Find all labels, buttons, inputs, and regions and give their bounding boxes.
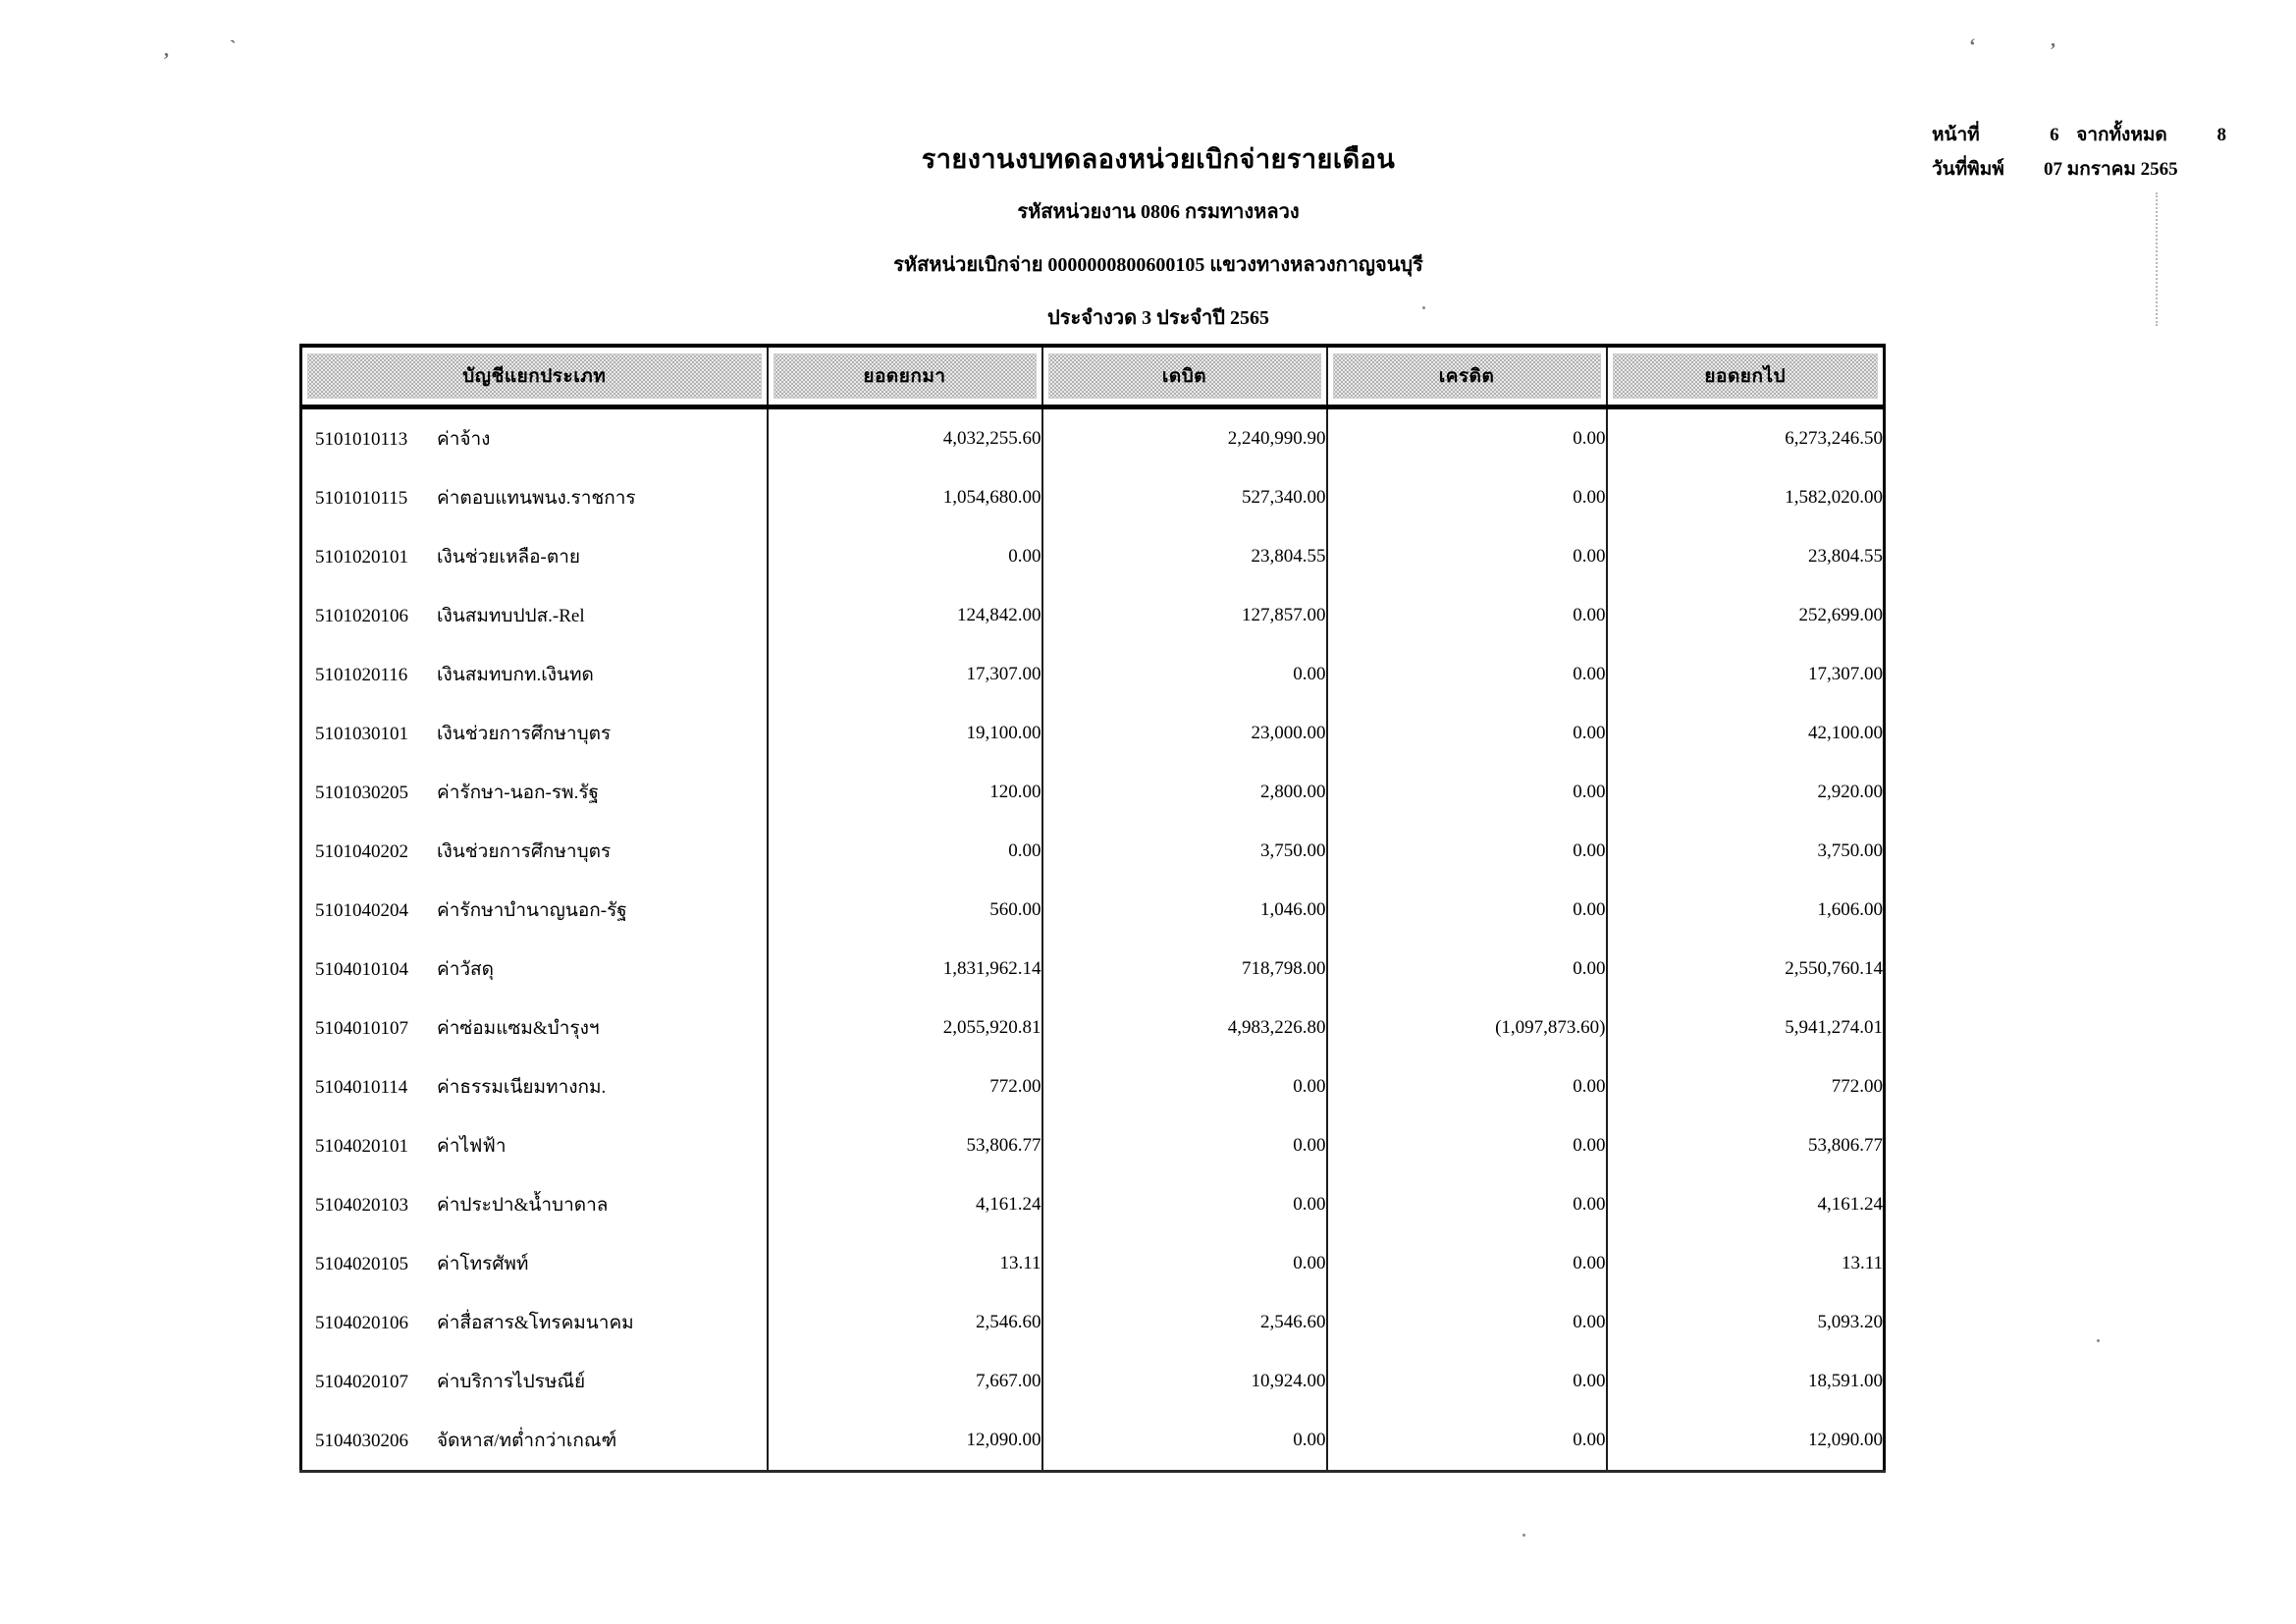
page-label: หน้าที่ bbox=[1932, 125, 1980, 145]
print-date: 07 มกราคม 2565 bbox=[2044, 159, 2178, 180]
brought-forward-value: 120.00 bbox=[768, 763, 1042, 822]
credit-value: 0.00 bbox=[1327, 1116, 1607, 1175]
period-line: ประจำงวด 3 ประจำปี 2565 bbox=[1047, 307, 1269, 329]
carried-forward-value: 18,591.00 bbox=[1607, 1352, 1885, 1411]
table-row bbox=[301, 586, 1885, 645]
account-name: เงินช่วยการศึกษาบุตร bbox=[437, 841, 612, 862]
debit-value: 0.00 bbox=[1042, 1116, 1327, 1175]
account-code: 5104020105 bbox=[315, 1254, 408, 1274]
account-cell bbox=[301, 527, 768, 586]
table-row bbox=[301, 407, 1885, 469]
debit-value: 0.00 bbox=[1042, 645, 1327, 704]
account-cell bbox=[301, 1116, 768, 1175]
table-row bbox=[301, 1411, 1885, 1472]
credit-value: 0.00 bbox=[1327, 586, 1607, 645]
carried-forward-value: 3,750.00 bbox=[1607, 822, 1885, 881]
table-row bbox=[301, 1116, 1885, 1175]
account-cell bbox=[301, 586, 768, 645]
account-code: 5104020107 bbox=[315, 1372, 408, 1392]
brought-forward-value: 0.00 bbox=[768, 822, 1042, 881]
account-name: ค่าโทรศัพท์ bbox=[437, 1254, 529, 1274]
credit-value: 0.00 bbox=[1327, 1175, 1607, 1234]
account-code: 5104010107 bbox=[315, 1018, 408, 1039]
col-header-carried-forward-label: ยอดยกไป bbox=[1613, 353, 1879, 399]
col-header-brought-forward bbox=[768, 346, 1042, 407]
debit-value: 2,800.00 bbox=[1042, 763, 1327, 822]
credit-value: (1,097,873.60) bbox=[1327, 999, 1607, 1057]
scan-speckle bbox=[1522, 1534, 1525, 1537]
account-cell bbox=[301, 468, 768, 527]
col-header-carried-forward bbox=[1607, 346, 1885, 407]
account-code: 5101010113 bbox=[315, 429, 408, 450]
table-row bbox=[301, 999, 1885, 1057]
credit-value: 0.00 bbox=[1327, 1352, 1607, 1411]
scan-artifact-mark: ` bbox=[230, 37, 237, 59]
account-code: 5101030205 bbox=[315, 783, 408, 803]
account-cell bbox=[301, 645, 768, 704]
brought-forward-value: 4,032,255.60 bbox=[768, 407, 1042, 469]
page-number-row bbox=[1932, 126, 2226, 144]
agency-code-line: รหัสหน่วยงาน 0806 กรมทางหลวง bbox=[1017, 201, 1300, 223]
brought-forward-value: 53,806.77 bbox=[768, 1116, 1042, 1175]
table-row bbox=[301, 1057, 1885, 1116]
disbursement-unit-line: รหัสหน่วยเบิกจ่าย 0000000800600105 แขวงทางหลวงกาญจนบุรี bbox=[893, 254, 1423, 276]
brought-forward-value: 12,090.00 bbox=[768, 1411, 1042, 1472]
account-name: เงินสมทบปปส.-Rel bbox=[437, 606, 585, 626]
brought-forward-value: 1,054,680.00 bbox=[768, 468, 1042, 527]
account-code: 5104020101 bbox=[315, 1136, 408, 1157]
credit-value: 0.00 bbox=[1327, 645, 1607, 704]
debit-value: 3,750.00 bbox=[1042, 822, 1327, 881]
account-cell bbox=[301, 999, 768, 1057]
account-cell bbox=[301, 704, 768, 763]
account-code: 5101010115 bbox=[315, 488, 408, 509]
carried-forward-value: 13.11 bbox=[1607, 1234, 1885, 1293]
brought-forward-value: 2,055,920.81 bbox=[768, 999, 1042, 1057]
account-name: เงินสมทบกท.เงินทด bbox=[437, 665, 594, 685]
credit-value: 0.00 bbox=[1327, 704, 1607, 763]
carried-forward-value: 53,806.77 bbox=[1607, 1116, 1885, 1175]
account-code: 5101020106 bbox=[315, 606, 408, 626]
table-row bbox=[301, 704, 1885, 763]
page-number: 6 bbox=[2050, 125, 2059, 145]
report-title: รายงานงบทดลองหน่วยเบิกจ่ายรายเดือน bbox=[921, 144, 1396, 174]
debit-value: 2,240,990.90 bbox=[1042, 407, 1327, 469]
scan-speckle bbox=[2097, 1339, 2100, 1342]
total-pages: 8 bbox=[2216, 125, 2226, 145]
account-code: 5104010114 bbox=[315, 1077, 408, 1098]
col-header-credit-label: เครดิต bbox=[1333, 353, 1601, 399]
credit-value: 0.00 bbox=[1327, 1411, 1607, 1472]
table-row bbox=[301, 881, 1885, 940]
table-row bbox=[301, 1293, 1885, 1352]
account-code: 5104020103 bbox=[315, 1195, 408, 1216]
table-row bbox=[301, 822, 1885, 881]
account-code: 5104020106 bbox=[315, 1313, 408, 1333]
brought-forward-value: 7,667.00 bbox=[768, 1352, 1042, 1411]
carried-forward-value: 5,093.20 bbox=[1607, 1293, 1885, 1352]
brought-forward-value: 13.11 bbox=[768, 1234, 1042, 1293]
account-cell bbox=[301, 1352, 768, 1411]
credit-value: 0.00 bbox=[1327, 527, 1607, 586]
table-row bbox=[301, 1234, 1885, 1293]
carried-forward-value: 17,307.00 bbox=[1607, 645, 1885, 704]
account-cell bbox=[301, 940, 768, 999]
account-cell bbox=[301, 881, 768, 940]
brought-forward-value: 772.00 bbox=[768, 1057, 1042, 1116]
debit-value: 0.00 bbox=[1042, 1411, 1327, 1472]
account-name: เงินช่วยเหลือ-ตาย bbox=[437, 547, 580, 568]
col-header-account bbox=[301, 346, 768, 407]
report-header bbox=[550, 137, 1767, 333]
debit-value: 718,798.00 bbox=[1042, 940, 1327, 999]
table-header bbox=[301, 346, 1885, 407]
debit-value: 527,340.00 bbox=[1042, 468, 1327, 527]
table-row bbox=[301, 1352, 1885, 1411]
scan-artifact-mark: ’ bbox=[2050, 39, 2056, 61]
trial-balance-table bbox=[299, 344, 1886, 1473]
brought-forward-value: 17,307.00 bbox=[768, 645, 1042, 704]
account-cell bbox=[301, 407, 768, 469]
table-row bbox=[301, 645, 1885, 704]
account-cell bbox=[301, 1293, 768, 1352]
account-name: ค่าบริการไปรษณีย์ bbox=[437, 1372, 586, 1392]
credit-value: 0.00 bbox=[1327, 763, 1607, 822]
brought-forward-value: 4,161.24 bbox=[768, 1175, 1042, 1234]
scan-artifact-mark: ‘ bbox=[1969, 35, 1976, 57]
page-meta bbox=[1932, 126, 2226, 194]
debit-value: 0.00 bbox=[1042, 1057, 1327, 1116]
table-body bbox=[301, 407, 1885, 1472]
print-date-label: วันที่พิมพ์ bbox=[1932, 159, 2004, 180]
account-name: ค่าตอบแทนพนง.ราชการ bbox=[437, 488, 636, 509]
account-cell bbox=[301, 1175, 768, 1234]
carried-forward-value: 4,161.24 bbox=[1607, 1175, 1885, 1234]
debit-value: 23,804.55 bbox=[1042, 527, 1327, 586]
scan-artifact-mark: , bbox=[164, 39, 169, 61]
brought-forward-value: 0.00 bbox=[768, 527, 1042, 586]
carried-forward-value: 1,606.00 bbox=[1607, 881, 1885, 940]
carried-forward-value: 1,582,020.00 bbox=[1607, 468, 1885, 527]
credit-value: 0.00 bbox=[1327, 1234, 1607, 1293]
account-code: 5101020116 bbox=[315, 665, 408, 685]
account-cell bbox=[301, 763, 768, 822]
carried-forward-value: 2,550,760.14 bbox=[1607, 940, 1885, 999]
credit-value: 0.00 bbox=[1327, 822, 1607, 881]
scan-speckle bbox=[1422, 306, 1425, 309]
carried-forward-value: 42,100.00 bbox=[1607, 704, 1885, 763]
account-code: 5101020101 bbox=[315, 547, 408, 568]
account-code: 5101040202 bbox=[315, 841, 408, 862]
account-name: ค่าวัสดุ bbox=[437, 959, 494, 980]
account-name: ค่ารักษา-นอก-รพ.รัฐ bbox=[437, 783, 600, 803]
account-name: ค่าซ่อมแซม&บำรุงฯ bbox=[437, 1018, 600, 1039]
total-pages-label: จากทั้งหมด bbox=[2076, 125, 2167, 145]
brought-forward-value: 2,546.60 bbox=[768, 1293, 1042, 1352]
carried-forward-value: 772.00 bbox=[1607, 1057, 1885, 1116]
account-name: ค่าธรรมเนียมทางกม. bbox=[437, 1077, 607, 1098]
table-row bbox=[301, 527, 1885, 586]
col-header-debit-label: เดบิต bbox=[1048, 353, 1321, 399]
print-date-row bbox=[1932, 160, 2226, 179]
credit-value: 0.00 bbox=[1327, 881, 1607, 940]
credit-value: 0.00 bbox=[1327, 1057, 1607, 1116]
brought-forward-value: 560.00 bbox=[768, 881, 1042, 940]
col-header-brought-forward-label: ยอดยกมา bbox=[774, 353, 1037, 399]
credit-value: 0.00 bbox=[1327, 468, 1607, 527]
scan-artifact-dotted-line bbox=[2156, 192, 2158, 326]
carried-forward-value: 6,273,246.50 bbox=[1607, 407, 1885, 469]
account-code: 5104030206 bbox=[315, 1431, 408, 1451]
account-code: 5101030101 bbox=[315, 724, 408, 744]
carried-forward-value: 252,699.00 bbox=[1607, 586, 1885, 645]
credit-value: 0.00 bbox=[1327, 407, 1607, 469]
table-row bbox=[301, 940, 1885, 999]
brought-forward-value: 19,100.00 bbox=[768, 704, 1042, 763]
carried-forward-value: 5,941,274.01 bbox=[1607, 999, 1885, 1057]
account-name: ค่าไฟฟ้า bbox=[437, 1136, 507, 1157]
table-row bbox=[301, 1175, 1885, 1234]
account-name: เงินช่วยการศึกษาบุตร bbox=[437, 724, 612, 744]
account-name: จัดหาส/ทต่ำกว่าเกณฑ์ bbox=[437, 1431, 617, 1451]
debit-value: 1,046.00 bbox=[1042, 881, 1327, 940]
account-cell bbox=[301, 1057, 768, 1116]
col-header-account-label: บัญชีแยกประเภท bbox=[307, 353, 762, 399]
account-name: ค่ารักษาบำนาญนอก-รัฐ bbox=[437, 900, 627, 921]
credit-value: 0.00 bbox=[1327, 1293, 1607, 1352]
debit-value: 0.00 bbox=[1042, 1175, 1327, 1234]
col-header-debit bbox=[1042, 346, 1327, 407]
account-cell bbox=[301, 1411, 768, 1472]
account-cell bbox=[301, 822, 768, 881]
debit-value: 10,924.00 bbox=[1042, 1352, 1327, 1411]
debit-value: 0.00 bbox=[1042, 1234, 1327, 1293]
debit-value: 127,857.00 bbox=[1042, 586, 1327, 645]
debit-value: 2,546.60 bbox=[1042, 1293, 1327, 1352]
account-name: ค่าสื่อสาร&โทรคมนาคม bbox=[437, 1313, 634, 1333]
account-cell bbox=[301, 1234, 768, 1293]
account-code: 5101040204 bbox=[315, 900, 408, 921]
debit-value: 4,983,226.80 bbox=[1042, 999, 1327, 1057]
table-row bbox=[301, 763, 1885, 822]
debit-value: 23,000.00 bbox=[1042, 704, 1327, 763]
account-name: ค่าประปา&น้ำบาดาล bbox=[437, 1195, 609, 1216]
carried-forward-value: 2,920.00 bbox=[1607, 763, 1885, 822]
credit-value: 0.00 bbox=[1327, 940, 1607, 999]
account-name: ค่าจ้าง bbox=[437, 429, 491, 450]
carried-forward-value: 23,804.55 bbox=[1607, 527, 1885, 586]
brought-forward-value: 124,842.00 bbox=[768, 586, 1042, 645]
carried-forward-value: 12,090.00 bbox=[1607, 1411, 1885, 1472]
account-code: 5104010104 bbox=[315, 959, 408, 980]
col-header-credit bbox=[1327, 346, 1607, 407]
brought-forward-value: 1,831,962.14 bbox=[768, 940, 1042, 999]
table-row bbox=[301, 468, 1885, 527]
